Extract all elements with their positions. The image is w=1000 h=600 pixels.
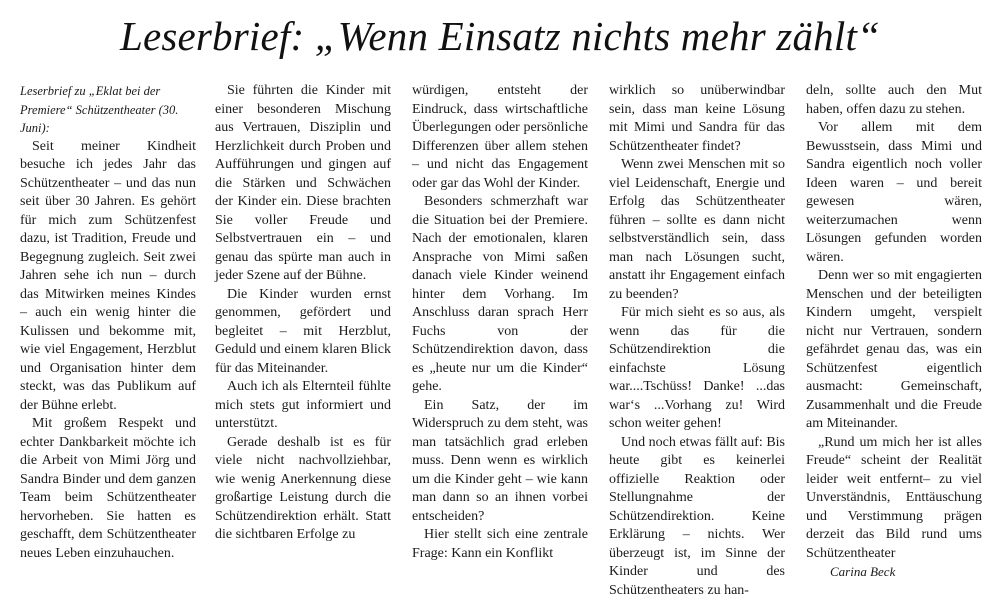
paragraph: Seit meiner Kindheit besuche ich jedes Jahr das Schützentheater – und das nun seit über 30 Jahren. Es gehört für mich zum Schützenfest dazu, ist Tradition, Freude und Begegnung zugleich. Seit zwei Jahren sehe ich nun – durch das Mitwirken meines Kindes – auch ein wenig hinter die Kulissen und bekomme mit, wie viel Engagement, Herzblut und Organisation hinter dem steckt, was das Publikum auf der Bühne erlebt. [20, 138, 196, 416]
paragraph: Hier stellt sich eine zentrale Frage: Kann ein Konflikt [412, 526, 588, 563]
paragraph: Die Kinder wurden ernst genommen, gefördert und begleitet – mit Herzblut, Geduld und einem klaren Blick für das Miteinander. [215, 286, 391, 379]
paragraph: Mit großem Respekt und echter Dankbarkeit möchte ich die Arbeit von Mimi Jörg und Sandra Binder und dem ganzen Team beim Schützentheater hervorheben. Sie hatten es geschafft, dem Schützentheater neues Leben einzuhauchen. [20, 415, 196, 563]
paragraph-continued: wirklich so unüberwindbar sein, dass man keine Lösung mit Mimi und Sandra für das Schützentheater findet? [609, 82, 785, 156]
paragraph-continued: würdigen, entsteht der Eindruck, dass wirtschaftliche Überlegungen oder persönliche Differenzen über allem stehen – und nicht das Engagement oder gar das Wohl der Kinder. [412, 82, 588, 193]
paragraph: Für mich sieht es so aus, als wenn das für die Schützendirektion die einfachste Lösung war....Tschüss! Danke! ...das war‘s ...Vorhang zu! Wird schon weiter gehen! [609, 304, 785, 434]
column-1 [20, 82, 196, 563]
paragraph: Wenn zwei Menschen mit so viel Leidenschaft, Energie und Erfolg das Schützentheater führen – sollte es dann nicht selbstverständlich sein, dass man nach Lösungen sucht, anstatt ihr Engagement einfach zu beenden? [609, 156, 785, 304]
paragraph: Auch ich als Elternteil fühlte mich stets gut informiert und unterstützt. [215, 378, 391, 434]
paragraph: Besonders schmerzhaft war die Situation bei der Premiere. Nach der emotionalen, klaren Ansprache von Mimi saßen danach viele Kinder weinend hinter dem Vorhang. Im Anschluss daran sprach Herr Fuchs von der Schützendirektion davon, dass es „heute nur um die Kinder“ gehe. [412, 193, 588, 397]
paragraph: Und noch etwas fällt auf: Bis heute gibt es keinerlei offizielle Reaktion oder Stellungnahme der Schützendirektion. Keine Erklärung – nichts. Wer überzeugt ist, im Sinne der Kinder und des Schützentheaters zu han- [609, 434, 785, 600]
letter-reference: Leserbrief zu „Eklat bei der Premiere“ Schützentheater (30. Juni): [20, 82, 196, 138]
column-2 [215, 82, 391, 545]
author-signature: Carina Beck [806, 563, 982, 582]
paragraph-continued: deln, sollte auch den Mut haben, offen dazu zu stehen. [806, 82, 982, 119]
column-3 [412, 82, 588, 563]
paragraph: Ein Satz, der im Widerspruch zu dem steht, was man tatsächlich grad erleben muss. Denn wenn es wirklich um die Kinder geht – wie kann man dann so an ihnen vorbei entscheiden? [412, 397, 588, 527]
paragraph: Denn wer so mit engagierten Menschen und der beteiligten Kindern umgeht, verspielt nicht nur Vertrauen, sondern gefährdet genau das, was ein Schützenfest eigentlich ausmacht: Gemeinschaft, Zusammenhalt und die Freude am Miteinander. [806, 267, 982, 434]
paragraph: Gerade deshalb ist es für viele nicht nachvollziehbar, wie wenig Anerkennung diese großartige Leistung durch die Schützendirektion erhält. Statt die sichtbaren Erfolge zu [215, 434, 391, 545]
paragraph: Sie führten die Kinder mit einer besonderen Mischung aus Vertrauen, Disziplin und Herzlichkeit durch Proben und Aufführungen und gingen auf die Stärken und Schwächen der Kinder ein. Diese brachten Sie voller Freude und Selbstvertrauen ein – und genau das spürte man auch in jeder Szene auf der Bühne. [215, 82, 391, 286]
paragraph: Vor allem mit dem Bewusstsein, dass Mimi und Sandra eigentlich noch voller Ideen waren – und bereit gewesen wären, weiterzumachen wenn Lösungen gefunden worden wären. [806, 119, 982, 267]
article-headline: Leserbrief: „Wenn Einsatz nichts mehr zählt“ [0, 8, 1000, 64]
column-4 [609, 82, 785, 600]
paragraph: „Rund um mich her ist alles Freude“ scheint der Realität leider weit entfernt– zu viel Unverständnis, Enttäuschung und Verstimmung prägen derzeit das Bild rund ums Schützentheater [806, 434, 982, 564]
